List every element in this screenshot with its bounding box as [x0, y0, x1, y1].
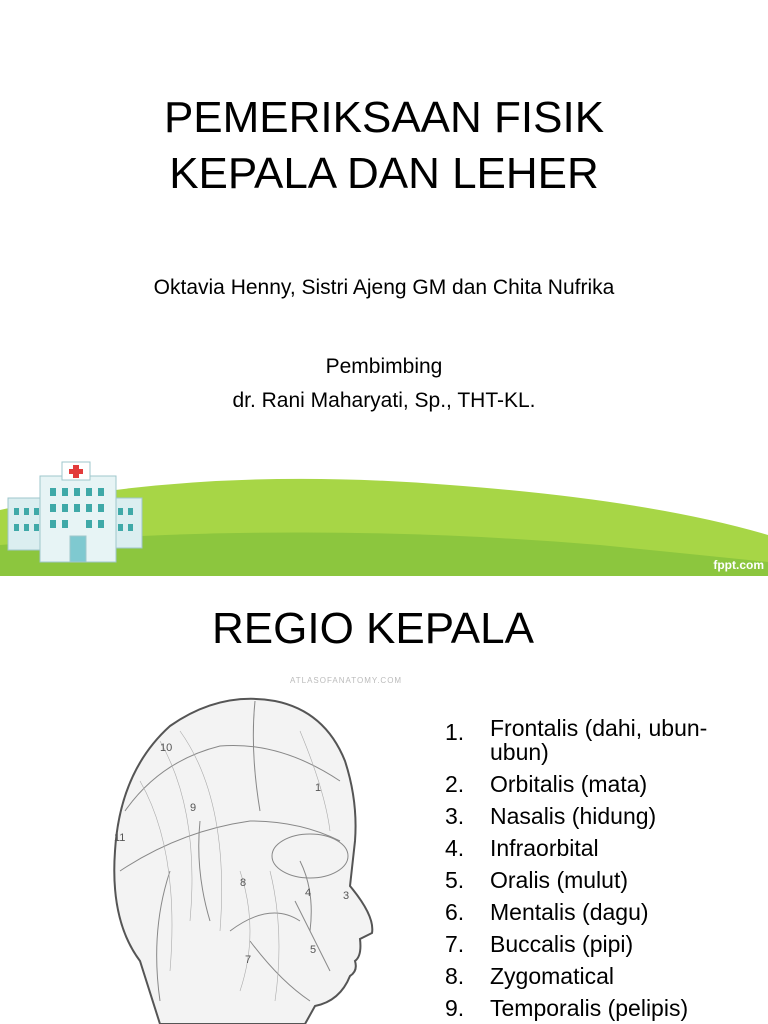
diagram-num-10: 10: [160, 742, 173, 754]
item-number: 1.: [445, 719, 465, 745]
list-item: [445, 716, 740, 768]
item-number: 2.: [445, 771, 465, 797]
item-label: Frontalis (dahi, ubun-ubun): [490, 715, 708, 765]
diagram-num-7: 7: [245, 954, 252, 966]
hospital-footer-graphic: [0, 450, 768, 576]
item-label: Mentalis (dagu): [490, 899, 649, 925]
list-item: [445, 864, 740, 896]
supervisor-label: Pembimbing: [325, 355, 443, 378]
item-number: 8.: [445, 963, 465, 989]
diagram-num-3: 3: [343, 890, 350, 902]
list-item: [445, 960, 740, 992]
hospital-icon: [8, 462, 142, 562]
supervisor-block: [0, 350, 768, 418]
diagram-num-8: 8: [240, 877, 247, 889]
list-item: [445, 928, 740, 960]
head-anatomy-diagram: [100, 671, 390, 1024]
item-label: Buccalis (pipi): [490, 931, 634, 957]
item-number: 9.: [445, 995, 465, 1021]
authors-text: Oktavia Henny, Sistri Ajeng GM dan Chita Nufrika: [153, 276, 615, 299]
diagram-num-5: 5: [310, 944, 317, 956]
diagram-num-1: 1: [315, 782, 322, 794]
item-label: Temporalis (pelipis): [490, 995, 689, 1021]
list-item: [445, 992, 740, 1024]
item-label: Infraorbital: [490, 835, 599, 861]
presentation-title: [0, 90, 768, 202]
item-number: 5.: [445, 867, 465, 893]
item-label: Zygomatical: [490, 963, 614, 989]
diagram-num-4: 4: [305, 887, 312, 899]
item-label: Oralis (mulut): [490, 867, 629, 893]
item-number: 3.: [445, 803, 465, 829]
item-label: Orbitalis (mata): [490, 771, 648, 797]
list-item: [445, 896, 740, 928]
list-item: [445, 800, 740, 832]
supervisor-name: dr. Rani Maharyati, Sp., THT-KL.: [232, 389, 536, 412]
slide-title: REGIO KEPALA: [212, 604, 534, 653]
list-item: [445, 832, 740, 864]
head-outline: [114, 699, 372, 1024]
fppt-watermark: fppt.com: [713, 558, 764, 572]
item-number: 7.: [445, 931, 465, 957]
diagram-num-11: 11: [114, 832, 126, 844]
title-line-2: KEPALA DAN LEHER: [169, 149, 599, 198]
regions-list: [445, 716, 740, 1024]
title-line-1: PEMERIKSAAN FISIK: [163, 93, 605, 142]
regio-slide: [0, 576, 768, 1024]
list-item: [445, 768, 740, 800]
item-label: Nasalis (hidung): [490, 803, 657, 829]
diagram-num-9: 9: [190, 802, 197, 814]
item-number: 6.: [445, 899, 465, 925]
image-credit: ATLASOFANATOMY.COM: [290, 676, 403, 685]
item-number: 4.: [445, 835, 465, 861]
